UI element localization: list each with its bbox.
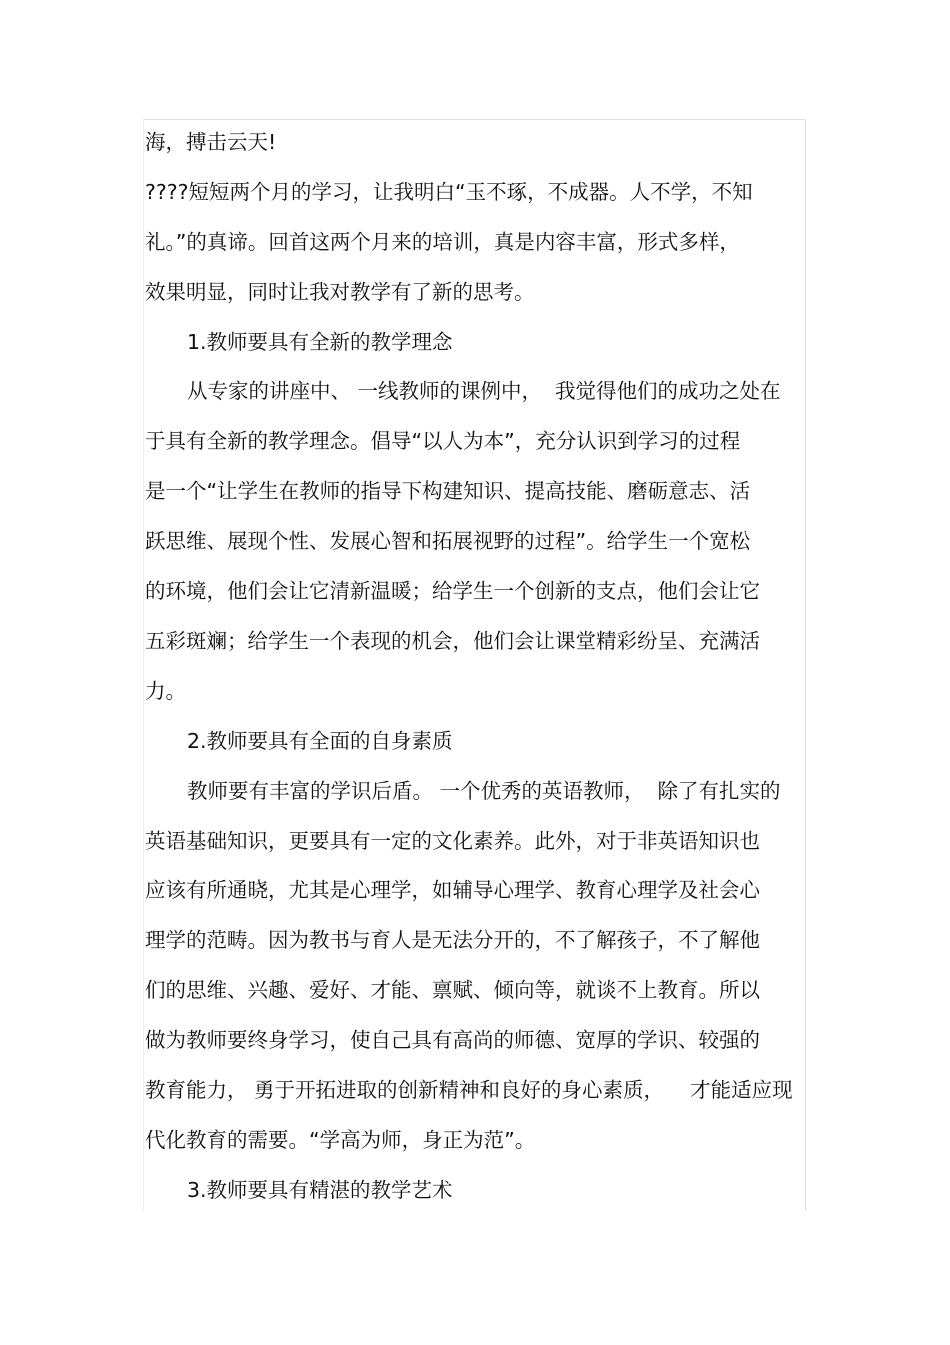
text-line: 效果明显，同时让我对教学有了新的思考。 [145, 280, 535, 304]
text-line: ????短短两个月的学习，让我明白“玉不琢，不成器。人不学，不知 [145, 180, 753, 204]
text-line: 五彩斑斓；给学生一个表现的机会，他们会让课堂精彩纷呈、充满活 [145, 629, 760, 653]
section-heading: 1.教师要具有全新的教学理念 [187, 330, 453, 354]
section-heading: 2.教师要具有全面的自身素质 [187, 729, 453, 753]
text-line: 代化教育的需要。“学高为师，身正为范”。 [145, 1128, 536, 1152]
text-line: 礼。”的真谛。回首这两个月来的培训，真是内容丰富，形式多样， [145, 230, 740, 254]
text-line: 的环境，他们会让它清新温暖；给学生一个创新的支点，他们会让它 [145, 579, 760, 603]
text-line: 应该有所通晓，尤其是心理学，如辅导心理学、教育心理学及社会心 [145, 878, 760, 902]
text-line: 从专家的讲座中、 一线教师的课例中， 我觉得他们的成功之处在 [187, 379, 781, 403]
text-line: 力。 [145, 679, 186, 703]
text-line: 教育能力， 勇于开拓进取的创新精神和良好的身心素质， 才能适应现 [145, 1078, 793, 1102]
text-line: 英语基础知识，更要具有一定的文化素养。此外，对于非英语知识也 [145, 829, 760, 853]
text-line: 理学的范畴。因为教书与育人是无法分开的，不了解孩子，不了解他 [145, 928, 760, 952]
text-line: 跃思维、展现个性、发展心智和拓展视野的过程”。给学生一个宽松 [145, 529, 751, 553]
text-line: 教师要有丰富的学识后盾。 一个优秀的英语教师， 除了有扎实的 [187, 779, 781, 803]
text-line: 于具有全新的教学理念。倡导“以人为本”，充分认识到学习的过程 [145, 429, 741, 453]
text-line: 海，搏击云天! [145, 130, 277, 154]
text-line: 们的思维、兴趣、爱好、才能、禀赋、倾向等，就谈不上教育。所以 [145, 978, 760, 1002]
text-line: 做为教师要终身学习，使自己具有高尚的师德、宽厚的学识、较强的 [145, 1028, 760, 1052]
text-line: 是一个“让学生在教师的指导下构建知识、提高技能、磨砺意志、活 [145, 479, 751, 503]
section-heading: 3.教师要具有精湛的教学艺术 [187, 1178, 453, 1202]
